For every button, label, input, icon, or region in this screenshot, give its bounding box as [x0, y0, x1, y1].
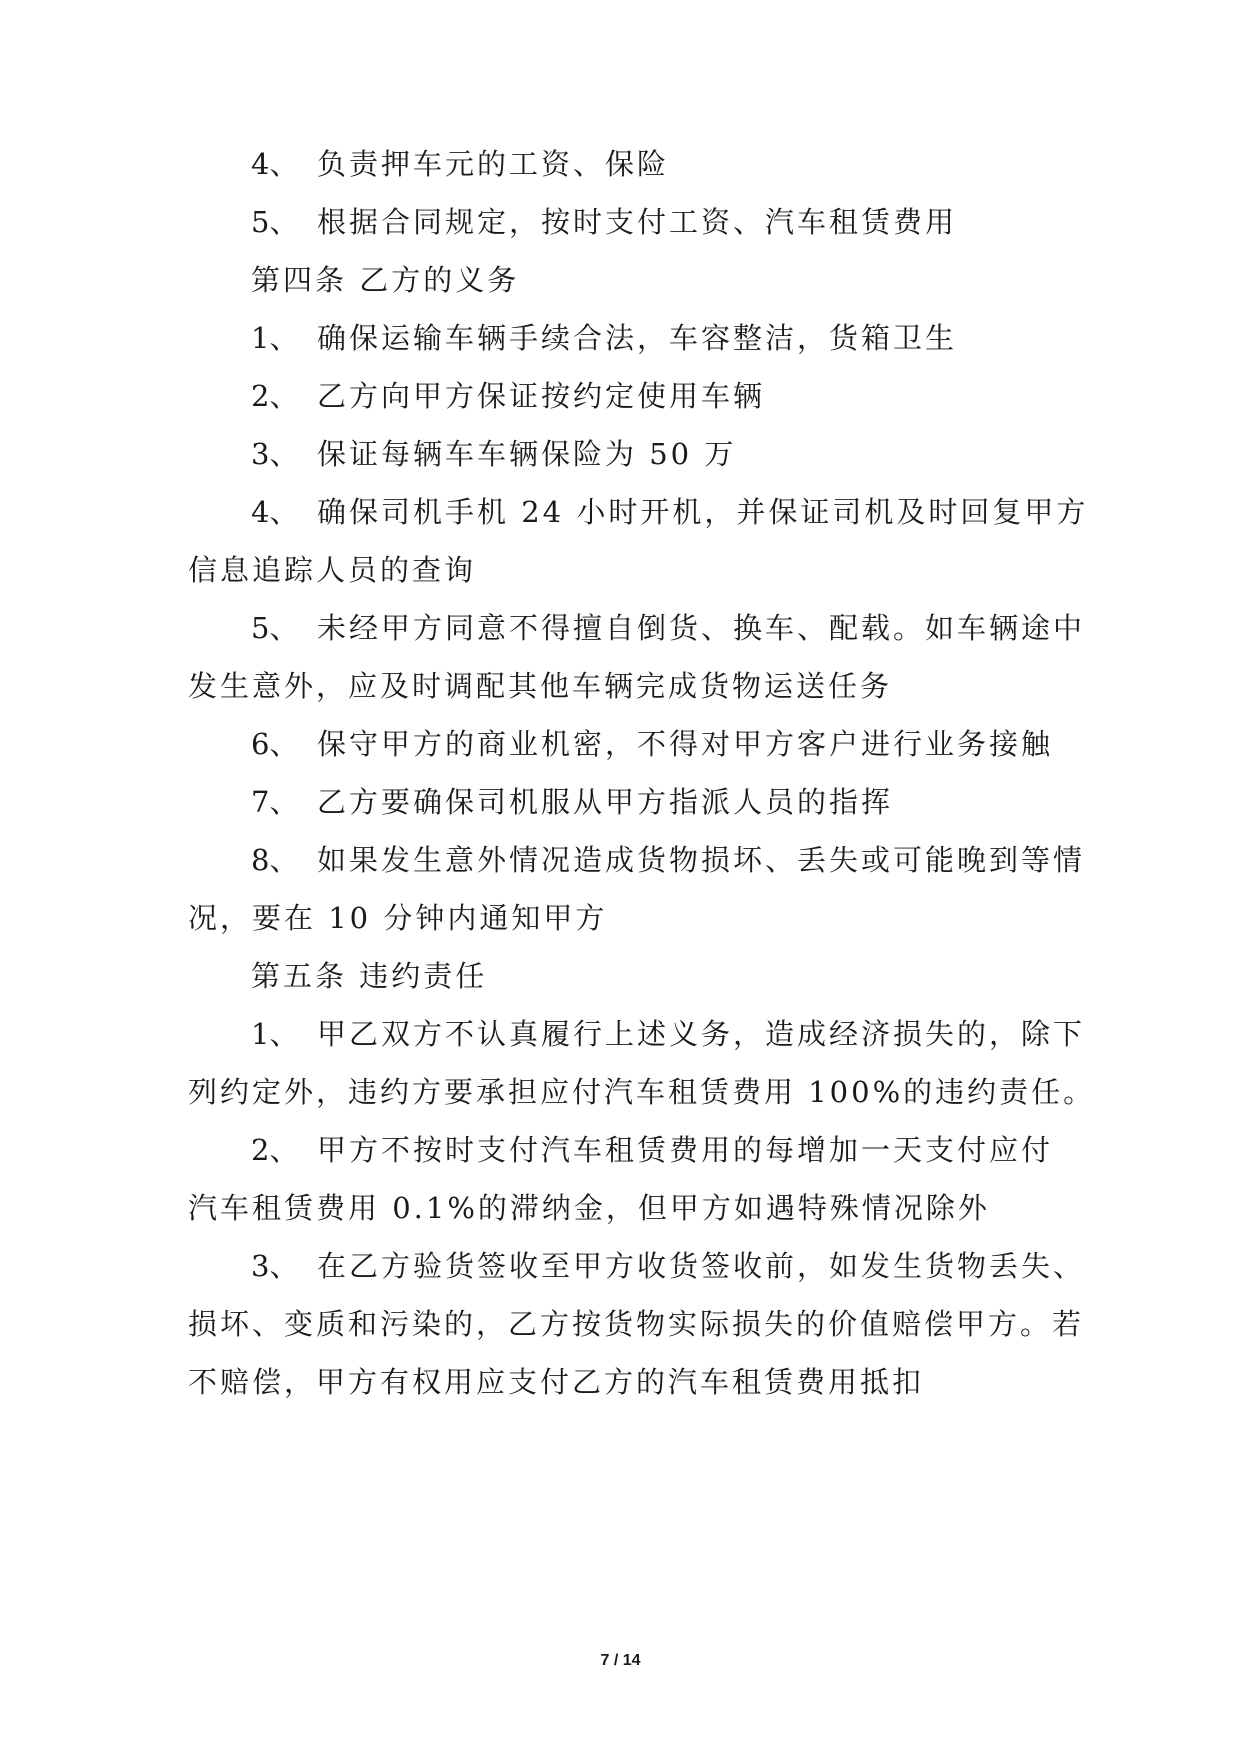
item-number: 1、: [251, 1017, 299, 1051]
continuation-line: 况，要在 10 分钟内通知甲方: [188, 901, 608, 935]
list-item: [251, 726, 1053, 762]
item-number: 8、: [251, 843, 299, 877]
section-heading: 第五条 违约责任: [251, 959, 488, 993]
item-number: 5、: [251, 205, 299, 239]
list-item: [251, 842, 1085, 878]
section-heading: 第四条 乙方的义务: [251, 263, 520, 297]
continuation-line: 损坏、变质和污染的，乙方按货物实际损失的价值赔偿甲方。若: [188, 1307, 1085, 1341]
item-number: 4、: [251, 495, 299, 529]
item-number: 5、: [251, 611, 299, 645]
continuation-line: 汽车租赁费用 0.1%的滞纳金，但甲方如遇特殊情况除外: [188, 1191, 990, 1225]
item-text: 确保运输车辆手续合法，车容整洁，货箱卫生: [317, 321, 958, 355]
item-text: 确保司机手机 24 小时开机，并保证司机及时回复甲方: [317, 495, 1089, 529]
continuation-line: 列约定外，违约方要承担应付汽车租赁费用 100%的违约责任。: [188, 1075, 1096, 1109]
list-item: [251, 784, 893, 820]
item-number: 6、: [251, 727, 299, 761]
item-text: 如果发生意外情况造成货物损坏、丢失或可能晚到等情: [317, 843, 1086, 877]
list-item: [251, 378, 765, 414]
list-item: [251, 146, 669, 182]
item-text: 未经甲方同意不得擅自倒货、换车、配载。如车辆途中: [317, 611, 1086, 645]
item-number: 2、: [251, 379, 299, 413]
page-number: 7 / 14: [600, 1652, 641, 1669]
item-text: 在乙方验货签收至甲方收货签收前，如发生货物丢失、: [317, 1249, 1086, 1283]
item-number: 3、: [251, 1249, 299, 1283]
item-number: 4、: [251, 147, 299, 181]
item-text: 保守甲方的商业机密，不得对甲方客户进行业务接触: [317, 727, 1054, 761]
item-text: 乙方要确保司机服从甲方指派人员的指挥: [317, 785, 894, 819]
item-text: 根据合同规定，按时支付工资、汽车租赁费用: [317, 205, 958, 239]
item-number: 2、: [251, 1133, 299, 1167]
item-text: 甲方不按时支付汽车租赁费用的每增加一天支付应付: [317, 1133, 1054, 1167]
list-item: [251, 1248, 1085, 1284]
list-item: [251, 610, 1085, 646]
list-item: [251, 204, 957, 240]
list-item: [251, 320, 957, 356]
item-number: 7、: [251, 785, 299, 819]
continuation-line: 信息追踪人员的查询: [188, 553, 477, 587]
continuation-line: 不赔偿，甲方有权用应支付乙方的汽车租赁费用抵扣: [188, 1365, 925, 1399]
list-item: [251, 436, 736, 472]
item-number: 1、: [251, 321, 299, 355]
list-item: [251, 494, 1088, 530]
item-number: 3、: [251, 437, 299, 471]
item-text: 甲乙双方不认真履行上述义务，造成经济损失的，除下: [317, 1017, 1086, 1051]
continuation-line: 发生意外，应及时调配其他车辆完成货物运送任务: [188, 669, 893, 703]
list-item: [251, 1016, 1085, 1052]
item-text: 乙方向甲方保证按约定使用车辆: [317, 379, 766, 413]
list-item: [251, 1132, 1053, 1168]
item-text: 保证每辆车车辆保险为 50 万: [317, 437, 737, 471]
item-text: 负责押车元的工资、保险: [317, 147, 670, 181]
